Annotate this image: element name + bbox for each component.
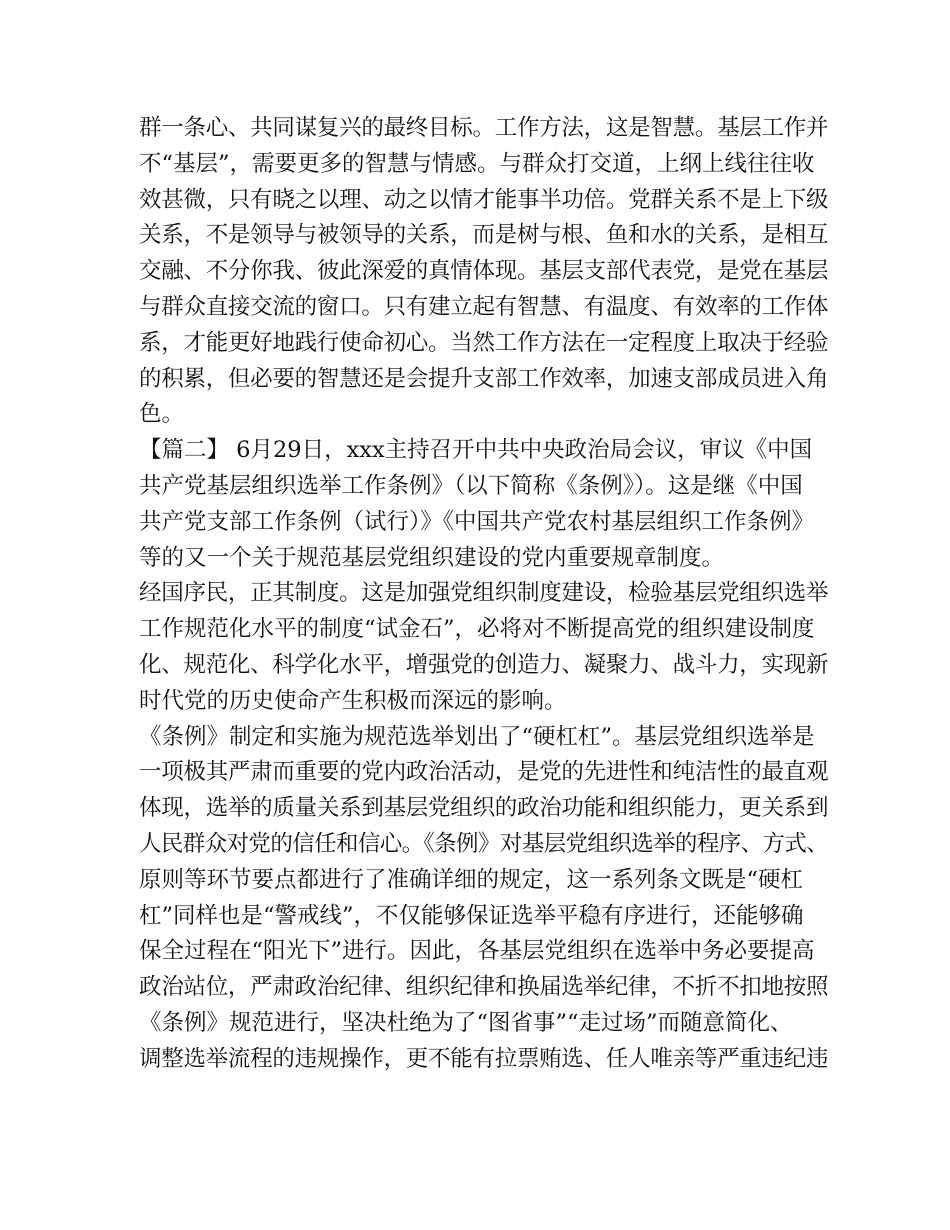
text-line: 体现，选举的质量关系到基层党组织的政治功能和组织能力，更关系到 [139,795,829,822]
text-line: 调整选举流程的违规操作，更不能有拉票贿选、任人唯亲等严重违纪违 [139,1045,829,1072]
text-line: 共产党基层组织选举工作条例》（以下简称《条例》）。这是继《中国 [139,472,803,499]
text-line: 关系，不是领导与被领导的关系，而是树与根、鱼和水的关系，是相互 [139,222,829,249]
text-line: 原则等环节要点都进行了准确详细的规定，这一系列条文既是“硬杠 [139,866,804,893]
text-line: 政治站位，严肃政治纪律、组织纪律和换届选举纪律，不折不扣地按照 [139,974,829,1001]
text-line: 一项极其严肃而重要的党内政治活动，是党的先进性和纯洁性的最直观 [139,759,829,786]
text-line: 效甚微，只有晓之以理、动之以情才能事半功倍。党群关系不是上下级 [139,186,829,213]
text-line: 群一条心、共同谋复兴的最终目标。工作方法，这是智慧。基层工作并 [139,115,829,141]
text-line: 色。 [139,401,185,428]
text-line: 与群众直接交流的窗口。只有建立起有智慧、有温度、有效率的工作体 [139,293,829,320]
text-line: 【篇二】 6月29日，xxx主持召开中共中央政治局会议，审议《中国 [139,437,813,464]
text-line: 经国序民，正其制度。这是加强党组织制度建设，检验基层党组织选举 [139,580,829,607]
text-line: 工作规范化水平的制度“试金石”，必将对不断提高党的组织建设制度 [139,616,815,643]
text-line: 系，才能更好地践行使命初心。当然工作方法在一定程度上取决于经验 [139,329,829,356]
text-line: 不“基层”，需要更多的智慧与情感。与群众打交道，上纲上线往往收 [139,150,815,177]
text-line: 杠”同样也是“警戒线”，不仅能够保证选举平稳有序进行，还能够确 [139,902,804,929]
text-line: 等的又一个关于规范基层党组织建设的党内重要规章制度。 [139,544,725,571]
text-line: 时代党的历史使命产生积极而深远的影响。 [139,687,567,714]
text-line: 的积累，但必要的智慧还是会提升支部工作效率，加速支部成员进入角 [139,365,829,392]
text-line: 人民群众对党的信任和信心。《条例》对基层党组织选举的程序、方式、 [139,830,829,857]
text-line: 化、规范化、科学化水平，增强党的创造力、凝聚力、战斗力，实现新 [139,651,829,678]
text-line: 交融、不分你我、彼此深爱的真情体现。基层支部代表党，是党在基层 [139,258,829,285]
text-line: 《条例》规范进行，坚决杜绝为了“图省事”“走过场”而随意简化、 [139,1009,793,1036]
text-line: 共产党支部工作条例（试行）》《中国共产党农村基层组织工作条例》 [139,508,815,535]
document-body [139,111,829,1078]
text-line: 《条例》制定和实施为规范选举划出了“硬杠杠”。基层党组织选举是 [139,723,815,750]
text-line: 保全过程在“阳光下”进行。因此，各基层党组织在选举中务必要提高 [139,938,815,965]
